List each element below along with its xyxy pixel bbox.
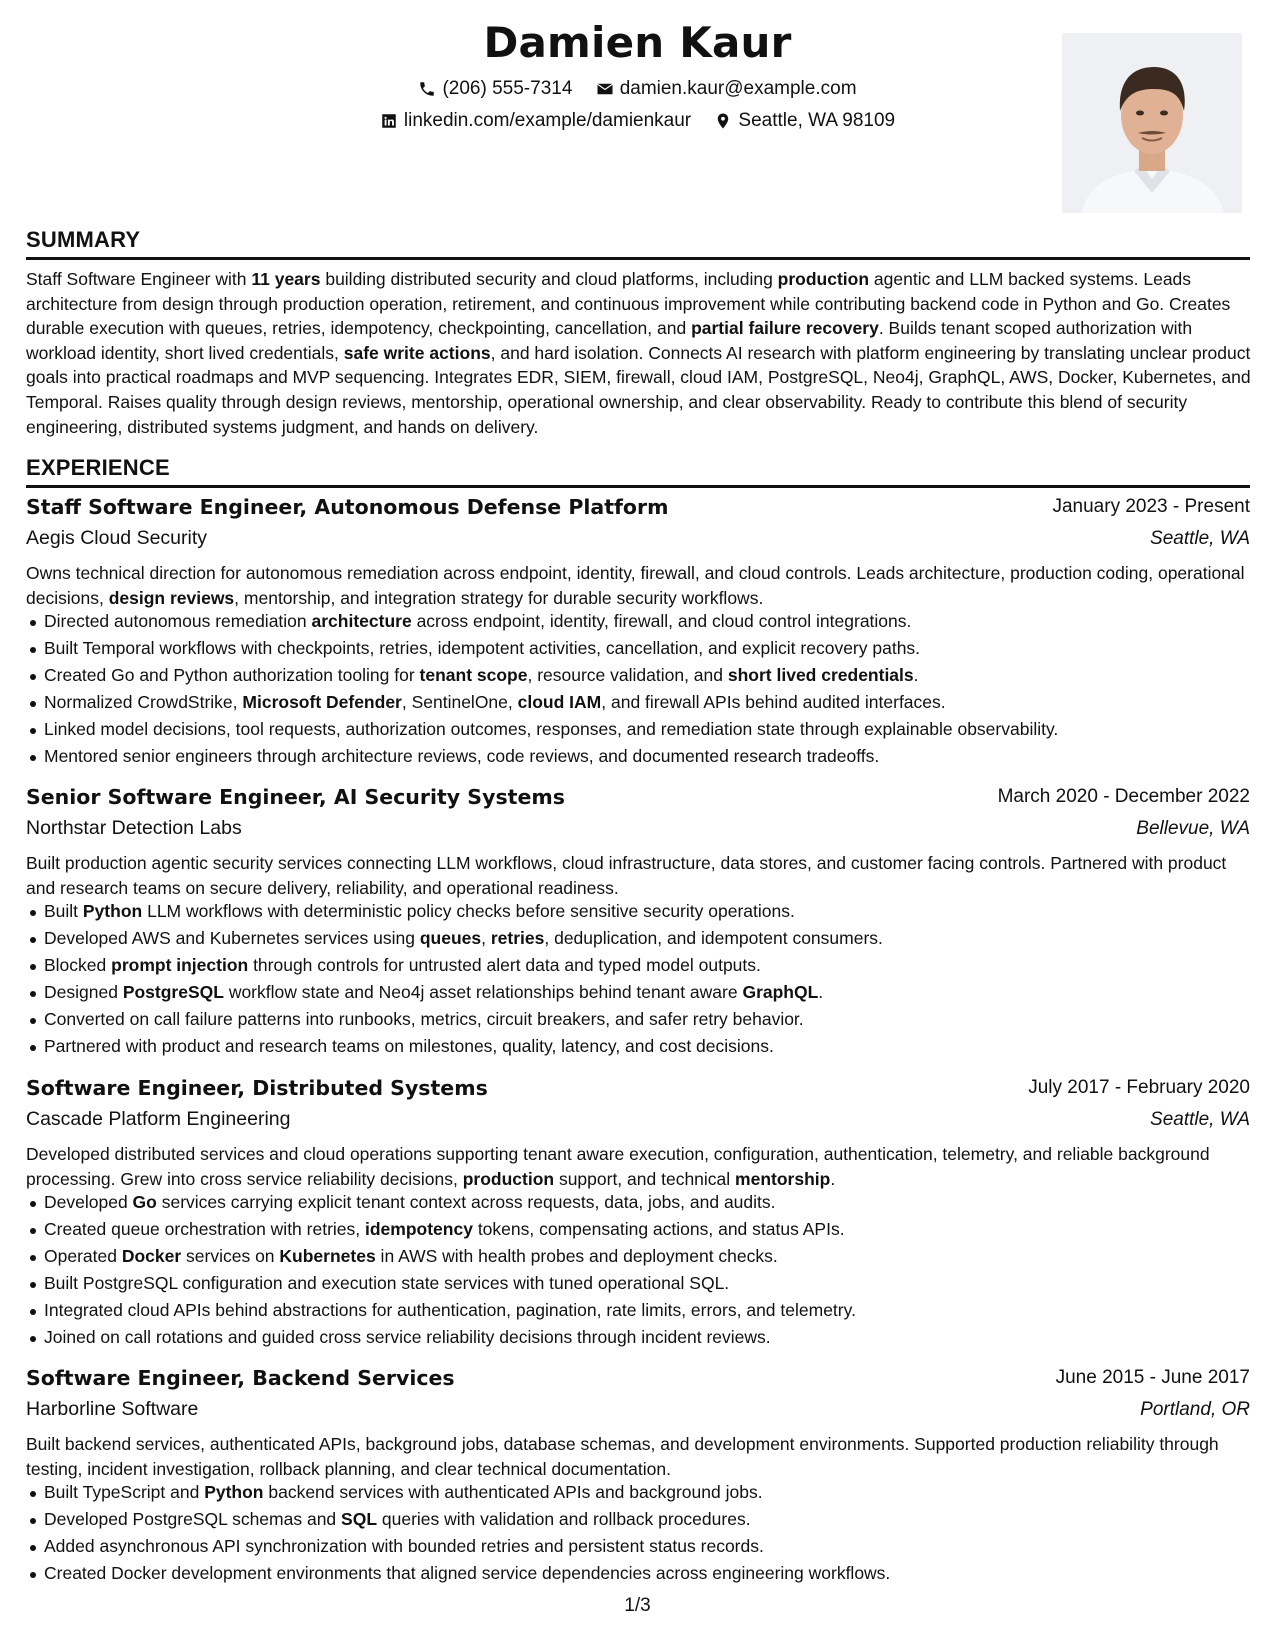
profile-photo (1062, 33, 1242, 213)
job-location: Bellevue, WA (1136, 818, 1250, 839)
job-summary: Owns technical direction for autonomous remediation across endpoint, identity, firewall, and cloud controls. Leads architecture, production coding, operational decisions, design reviews, mentorship, and integration strategy for durable security workflows. (26, 563, 1245, 608)
experience-heading: EXPERIENCE (26, 455, 170, 480)
job-company: Northstar Detection Labs (26, 817, 242, 839)
job-title: Software Engineer, Backend Services (26, 1366, 455, 1390)
phone-icon (418, 80, 436, 98)
job-bullets (26, 1479, 1252, 1587)
bullet-item: Developed AWS and Kubernetes services using queues, retries, deduplication, and idempotent consumers. (26, 925, 1252, 952)
page-number: 1/3 (624, 1595, 651, 1616)
experience-rule (26, 485, 1250, 488)
job-company: Cascade Platform Engineering (26, 1108, 291, 1130)
job-location: Seattle, WA (1150, 528, 1250, 549)
location-icon (714, 112, 732, 130)
job-summary: Developed distributed services and cloud operations supporting tenant aware execution, configuration, authentication, telemetry, and reliable background processing. Grew into cross service reliability decisions, production support, and technical mentorship. (26, 1144, 1210, 1189)
bullet-item: Built Python LLM workflows with deterministic policy checks before sensitive security operations. (26, 898, 1252, 925)
job-dates: March 2020 - December 2022 (997, 786, 1250, 807)
bullet-item: Directed autonomous remediation architecture across endpoint, identity, firewall, and cloud control integrations. (26, 608, 1252, 635)
phone-item (418, 78, 572, 100)
email-icon (596, 80, 614, 98)
bullet-item: Developed PostgreSQL schemas and SQL queries with validation and rollback procedures. (26, 1506, 1252, 1533)
bullet-item: Created Go and Python authorization tooling for tenant scope, resource validation, and short lived credentials. (26, 662, 1252, 689)
job-title: Staff Software Engineer, Autonomous Defense Platform (26, 495, 669, 519)
bullet-item: Normalized CrowdStrike, Microsoft Defender, SentinelOne, cloud IAM, and firewall APIs behind audited interfaces. (26, 689, 1252, 716)
job-bullets (26, 898, 1252, 1060)
summary-rule (26, 257, 1250, 260)
bullet-item: Converted on call failure patterns into runbooks, metrics, circuit breakers, and safer retry behavior. (26, 1006, 1252, 1033)
job-dates: July 2017 - February 2020 (1028, 1077, 1250, 1098)
job-dates: January 2023 - Present (1052, 496, 1250, 517)
job-bullets (26, 1189, 1252, 1351)
bullet-item: Built TypeScript and Python backend services with authenticated APIs and background jobs. (26, 1479, 1252, 1506)
job-company: Harborline Software (26, 1398, 199, 1420)
bullet-item: Mentored senior engineers through architecture reviews, code reviews, and documented research tradeoffs. (26, 743, 1252, 770)
job-summary: Built production agentic security services connecting LLM workflows, cloud infrastructure, data stores, and customer facing controls. Partnered with product and research teams on secure delivery, reliability, and operational readiness. (26, 853, 1227, 898)
job-summary: Built backend services, authenticated APIs, background jobs, database schemas, and development environments. Supported production reliability through testing, incident investigation, rollback planning, and clear technical documentation. (26, 1434, 1219, 1479)
job-title: Software Engineer, Distributed Systems (26, 1076, 488, 1100)
job-title: Senior Software Engineer, AI Security Systems (26, 785, 565, 809)
location-item (714, 110, 895, 132)
email-address[interactable]: damien.kaur@example.com (619, 78, 857, 99)
bullet-item: Blocked prompt injection through controls for untrusted alert data and typed model outputs. (26, 952, 1252, 979)
job-dates: June 2015 - June 2017 (1055, 1367, 1250, 1388)
linkedin-item[interactable] (380, 110, 691, 132)
job-location: Portland, OR (1140, 1399, 1250, 1420)
bullet-item: Linked model decisions, tool requests, authorization outcomes, responses, and remediation state through explainable observability. (26, 716, 1252, 743)
candidate-name: Damien Kaur (483, 18, 792, 67)
bullet-item: Joined on call rotations and guided cross service reliability decisions through incident reviews. (26, 1324, 1252, 1351)
bullet-item: Designed PostgreSQL workflow state and Neo4j asset relationships behind tenant aware GraphQL. (26, 979, 1252, 1006)
bullet-item: Built Temporal workflows with checkpoints, retries, idempotent activities, cancellation, and explicit recovery paths. (26, 635, 1252, 662)
bullet-item: Created Docker development environments that aligned service dependencies across engineering workflows. (26, 1560, 1252, 1587)
email-item[interactable] (596, 78, 857, 100)
linkedin-url[interactable]: linkedin.com/example/damienkaur (403, 110, 692, 131)
job-company: Aegis Cloud Security (26, 527, 208, 549)
bullet-item: Created queue orchestration with retries, idempotency tokens, compensating actions, and status APIs. (26, 1216, 1252, 1243)
bullet-item: Partnered with product and research teams on milestones, quality, latency, and cost decisions. (26, 1033, 1252, 1060)
bullet-item: Integrated cloud APIs behind abstractions for authentication, pagination, rate limits, errors, and telemetry. (26, 1297, 1252, 1324)
location-text: Seattle, WA 98109 (738, 110, 896, 131)
job-location: Seattle, WA (1150, 1109, 1250, 1130)
bullet-item: Developed Go services carrying explicit tenant context across requests, data, jobs, and audits. (26, 1189, 1252, 1216)
linkedin-icon (380, 112, 398, 130)
job-bullets (26, 608, 1252, 770)
bullet-item: Built PostgreSQL configuration and execution state services with tuned operational SQL. (26, 1270, 1252, 1297)
phone-number: (206) 555-7314 (442, 78, 573, 99)
summary-heading: SUMMARY (26, 227, 141, 252)
bullet-item: Added asynchronous API synchronization with bounded retries and persistent status records. (26, 1533, 1252, 1560)
summary-text: Staff Software Engineer with 11 years building distributed security and cloud platforms, including production agentic and LLM backed systems. Leads architecture from design through production operation, retirement, and continuous improvement while contributing backend code in Python and Go. Creates durable execution with queues, retries, idempotency, checkpointing, cancellation, and partial failure recovery. Builds tenant scoped authorization with workload identity, short lived credentials, safe write actions, and hard isolation. Connects AI research with platform engineering by translating unclear product goals into practical roadmaps and MVP sequencing. Integrates EDR, SIEM, firewall, cloud IAM, PostgreSQL, Neo4j, GraphQL, AWS, Docker, Kubernetes, and Temporal. Raises quality through design reviews, mentorship, operational ownership, and clear observability. Ready to contribute this blend of security engineering, distributed systems judgment, and hands on delivery. (26, 269, 1251, 437)
bullet-item: Operated Docker services on Kubernetes in AWS with health probes and deployment checks. (26, 1243, 1252, 1270)
